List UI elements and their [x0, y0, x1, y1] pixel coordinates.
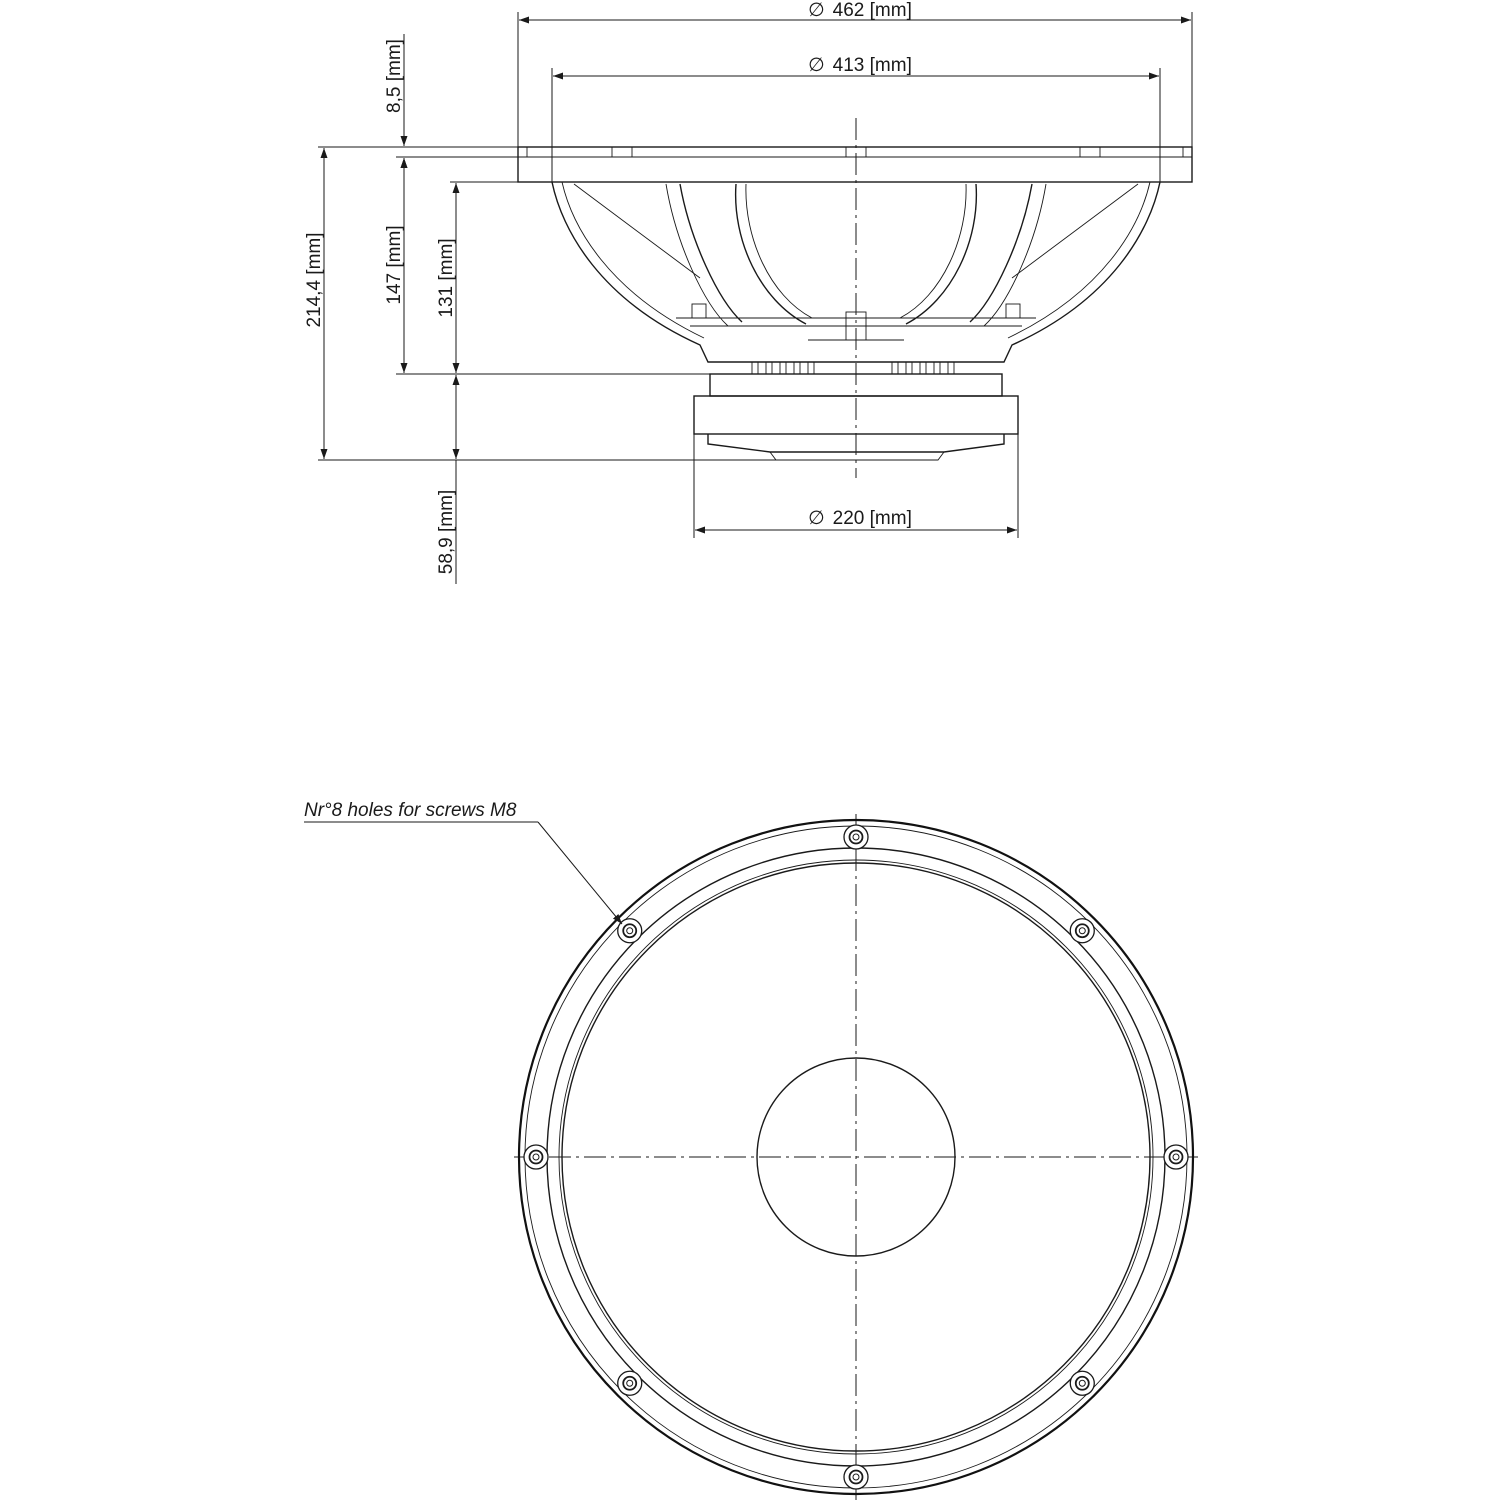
- side-basket-rib: [680, 184, 742, 322]
- dim-bolt-diameter: ∅ 413 [mm]: [808, 55, 912, 76]
- mounting-hole: [1070, 1371, 1094, 1395]
- dim-basket-depth: 131 [mm]: [436, 238, 457, 318]
- mounting-hole: [618, 919, 642, 943]
- mounting-hole: [844, 825, 868, 849]
- mounting-hole: [1070, 919, 1094, 943]
- holes-callout: [304, 800, 622, 924]
- dim-flange-thickness: 8,5 [mm]: [384, 39, 405, 113]
- side-flange-slot: [1080, 147, 1100, 157]
- dim-outer-diameter: ∅ 462 [mm]: [808, 0, 912, 21]
- dim-magnet-diameter: ∅ 220 [mm]: [808, 508, 912, 529]
- side-dimensions: [304, 0, 1192, 584]
- side-flange: [518, 147, 1192, 182]
- side-basket-rib: [970, 184, 1032, 322]
- side-vents: [752, 362, 954, 374]
- side-flange-slot: [612, 147, 632, 157]
- mounting-hole: [844, 1465, 868, 1489]
- dim-depth-to-mount: 147 [mm]: [384, 225, 405, 305]
- mounting-hole: [1164, 1145, 1188, 1169]
- mounting-hole: [524, 1145, 548, 1169]
- dim-magnet-depth: 58,9 [mm]: [436, 489, 457, 575]
- side-view: [518, 118, 1192, 478]
- holes-note: Nr°8 holes for screws M8: [304, 800, 517, 821]
- mounting-hole: [618, 1371, 642, 1395]
- dim-overall-depth: 214,4 [mm]: [304, 232, 325, 328]
